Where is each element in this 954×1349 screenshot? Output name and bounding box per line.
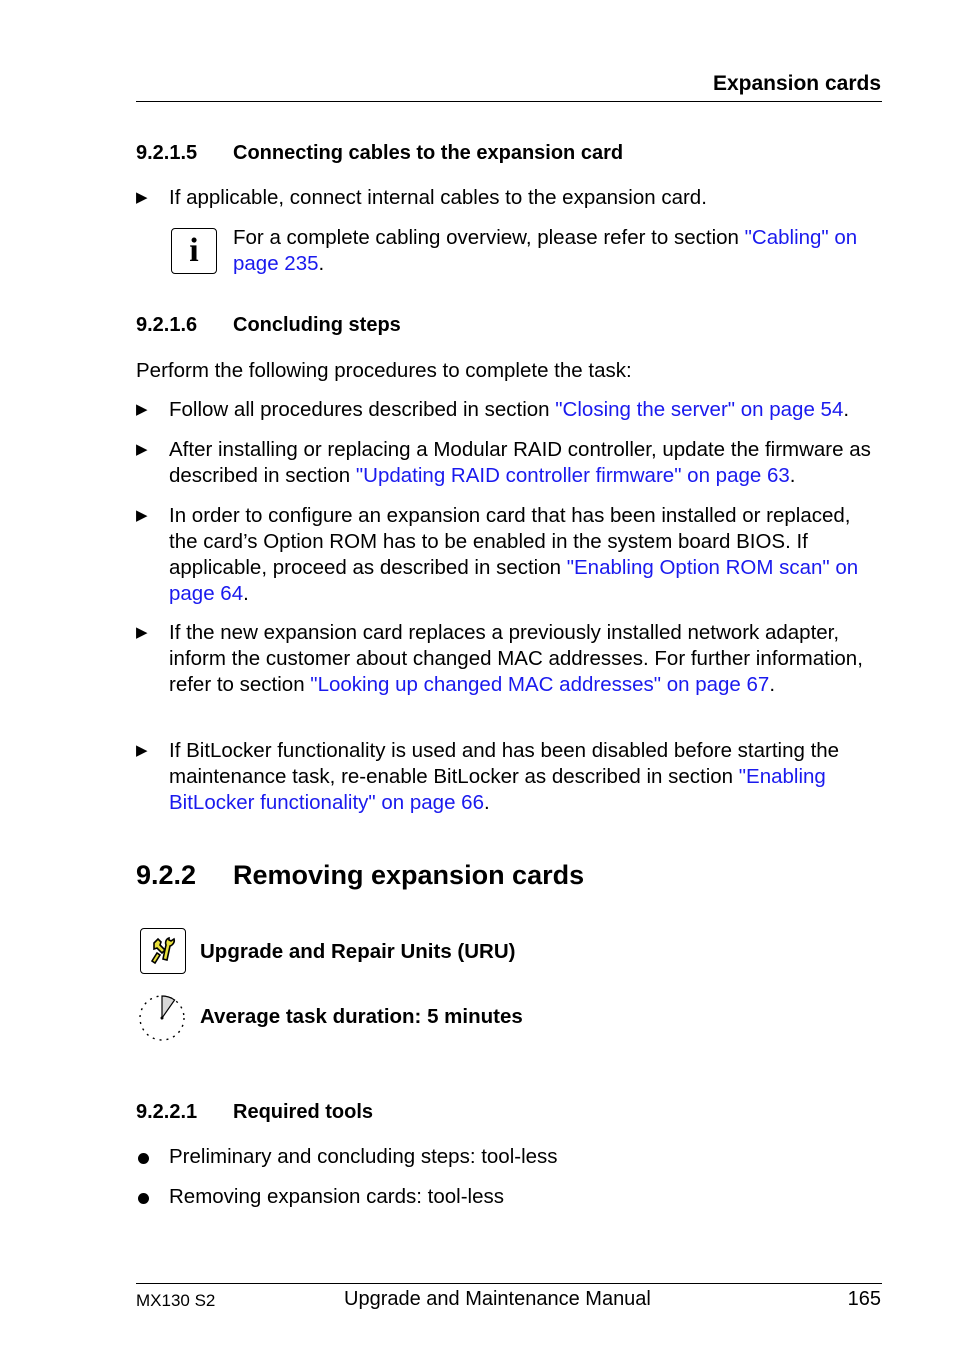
heading-number: 9.2.1.5 (136, 142, 198, 164)
step-text: Follow all procedures described in section (169, 398, 556, 421)
running-header: Expansion cards (712, 72, 881, 95)
triangle-right-icon: ▶ (136, 401, 148, 418)
step-mac-addresses: ▶ If the new expansion card replaces a previously installed network adapter, inform the customer about changed MAC addresses. For further information, refer to section "Looking up changed MAC addresses" on page 67. (136, 621, 863, 696)
triangle-right-icon: ▶ (136, 624, 148, 641)
info-letter: i (189, 232, 199, 269)
heading-title: Concluding steps (233, 314, 401, 336)
step-text: After installing or replacing a Modular RAID controller, update the firmware as described in section (169, 438, 871, 487)
link-mac-addresses[interactable]: "Looking up changed MAC addresses" on page 67 (310, 673, 770, 696)
header-rule (136, 101, 882, 102)
link-closing-server[interactable]: "Closing the server" on page 54 (555, 398, 844, 421)
note-text: For a complete cabling overview, please refer to section (233, 226, 745, 249)
list-item-text: Removing expansion cards: tool-less (169, 1185, 504, 1208)
heading-title: Removing expansion cards (233, 860, 585, 890)
triangle-right-icon: ▶ (136, 441, 148, 458)
step-connect-cables (136, 185, 882, 211)
list-item-text: Preliminary and concluding steps: tool-less (169, 1145, 558, 1168)
step-option-rom: ▶ In order to configure an expansion card that has been installed or replaced, the card’s Option ROM has to be enabled in the system board BIOS. If applicable, proceed as described in section "Enabling Option ROM scan" on page 64. (136, 504, 859, 605)
footer-manual-title: Upgrade and Maintenance Manual (344, 1288, 651, 1310)
list-item (136, 1144, 882, 1170)
footer-model: MX130 S2 (136, 1291, 216, 1310)
link-bitlocker[interactable]: "Enabling BitLocker functionality" on page 66 (169, 765, 826, 814)
bullet-icon (138, 1193, 149, 1204)
link-cabling[interactable]: "Cabling" on page 235 (233, 226, 858, 275)
list-item (136, 1184, 882, 1210)
info-note (233, 225, 893, 277)
step-text: If applicable, connect internal cables to the expansion card. (169, 186, 707, 209)
footer-rule (136, 1283, 882, 1284)
heading-number: 9.2.1.6 (136, 314, 198, 336)
step-closing-server: ▶ Follow all procedures described in section "Closing the server" on page 54. (136, 398, 850, 421)
step-text: If the new expansion card replaces a previously installed network adapter, inform the customer about changed MAC addresses. For further information, refer to section (169, 621, 863, 696)
step-text: If BitLocker functionality is used and has been disabled before starting the maintenance task, re-enable BitLocker as described in section (169, 739, 840, 788)
step-text: In order to configure an expansion card that has been installed or replaced, the card’s Option ROM has to be enabled in the system board BIOS. If applicable, proceed as described in section (169, 504, 851, 579)
step-bitlocker: ▶ If BitLocker functionality is used and has been disabled before starting the maintenance task, re-enable BitLocker as described in section "Enabling BitLocker functionality" on page 66. (136, 739, 840, 814)
intro-paragraph: Perform the following procedures to complete the task: (136, 359, 632, 382)
bullet-icon (138, 1153, 149, 1164)
triangle-right-icon: ▶ (136, 507, 148, 524)
step-update-firmware: ▶ After installing or replacing a Modular RAID controller, update the firmware as described in section "Updating RAID controller firmware" on page 63. (136, 438, 871, 487)
wrench-icon (140, 928, 186, 974)
page-number: 165 (847, 1288, 881, 1310)
triangle-right-icon: ▶ (136, 189, 148, 206)
note-end: . (318, 252, 325, 275)
triangle-right-icon: ▶ (136, 742, 148, 759)
clock-icon (137, 993, 187, 1043)
heading-title: Connecting cables to the expansion card (233, 142, 624, 164)
link-updating-raid[interactable]: "Updating RAID controller firmware" on page 63 (355, 464, 790, 487)
duration-label: Average task duration: 5 minutes (200, 1005, 523, 1028)
heading-title: Required tools (233, 1101, 374, 1123)
heading-number: 9.2.2.1 (136, 1101, 198, 1123)
heading-number: 9.2.2 (136, 860, 197, 890)
uru-label: Upgrade and Repair Units (URU) (200, 940, 516, 963)
info-icon (171, 228, 217, 274)
link-option-rom[interactable]: "Enabling Option ROM scan" on page 64 (169, 556, 859, 605)
